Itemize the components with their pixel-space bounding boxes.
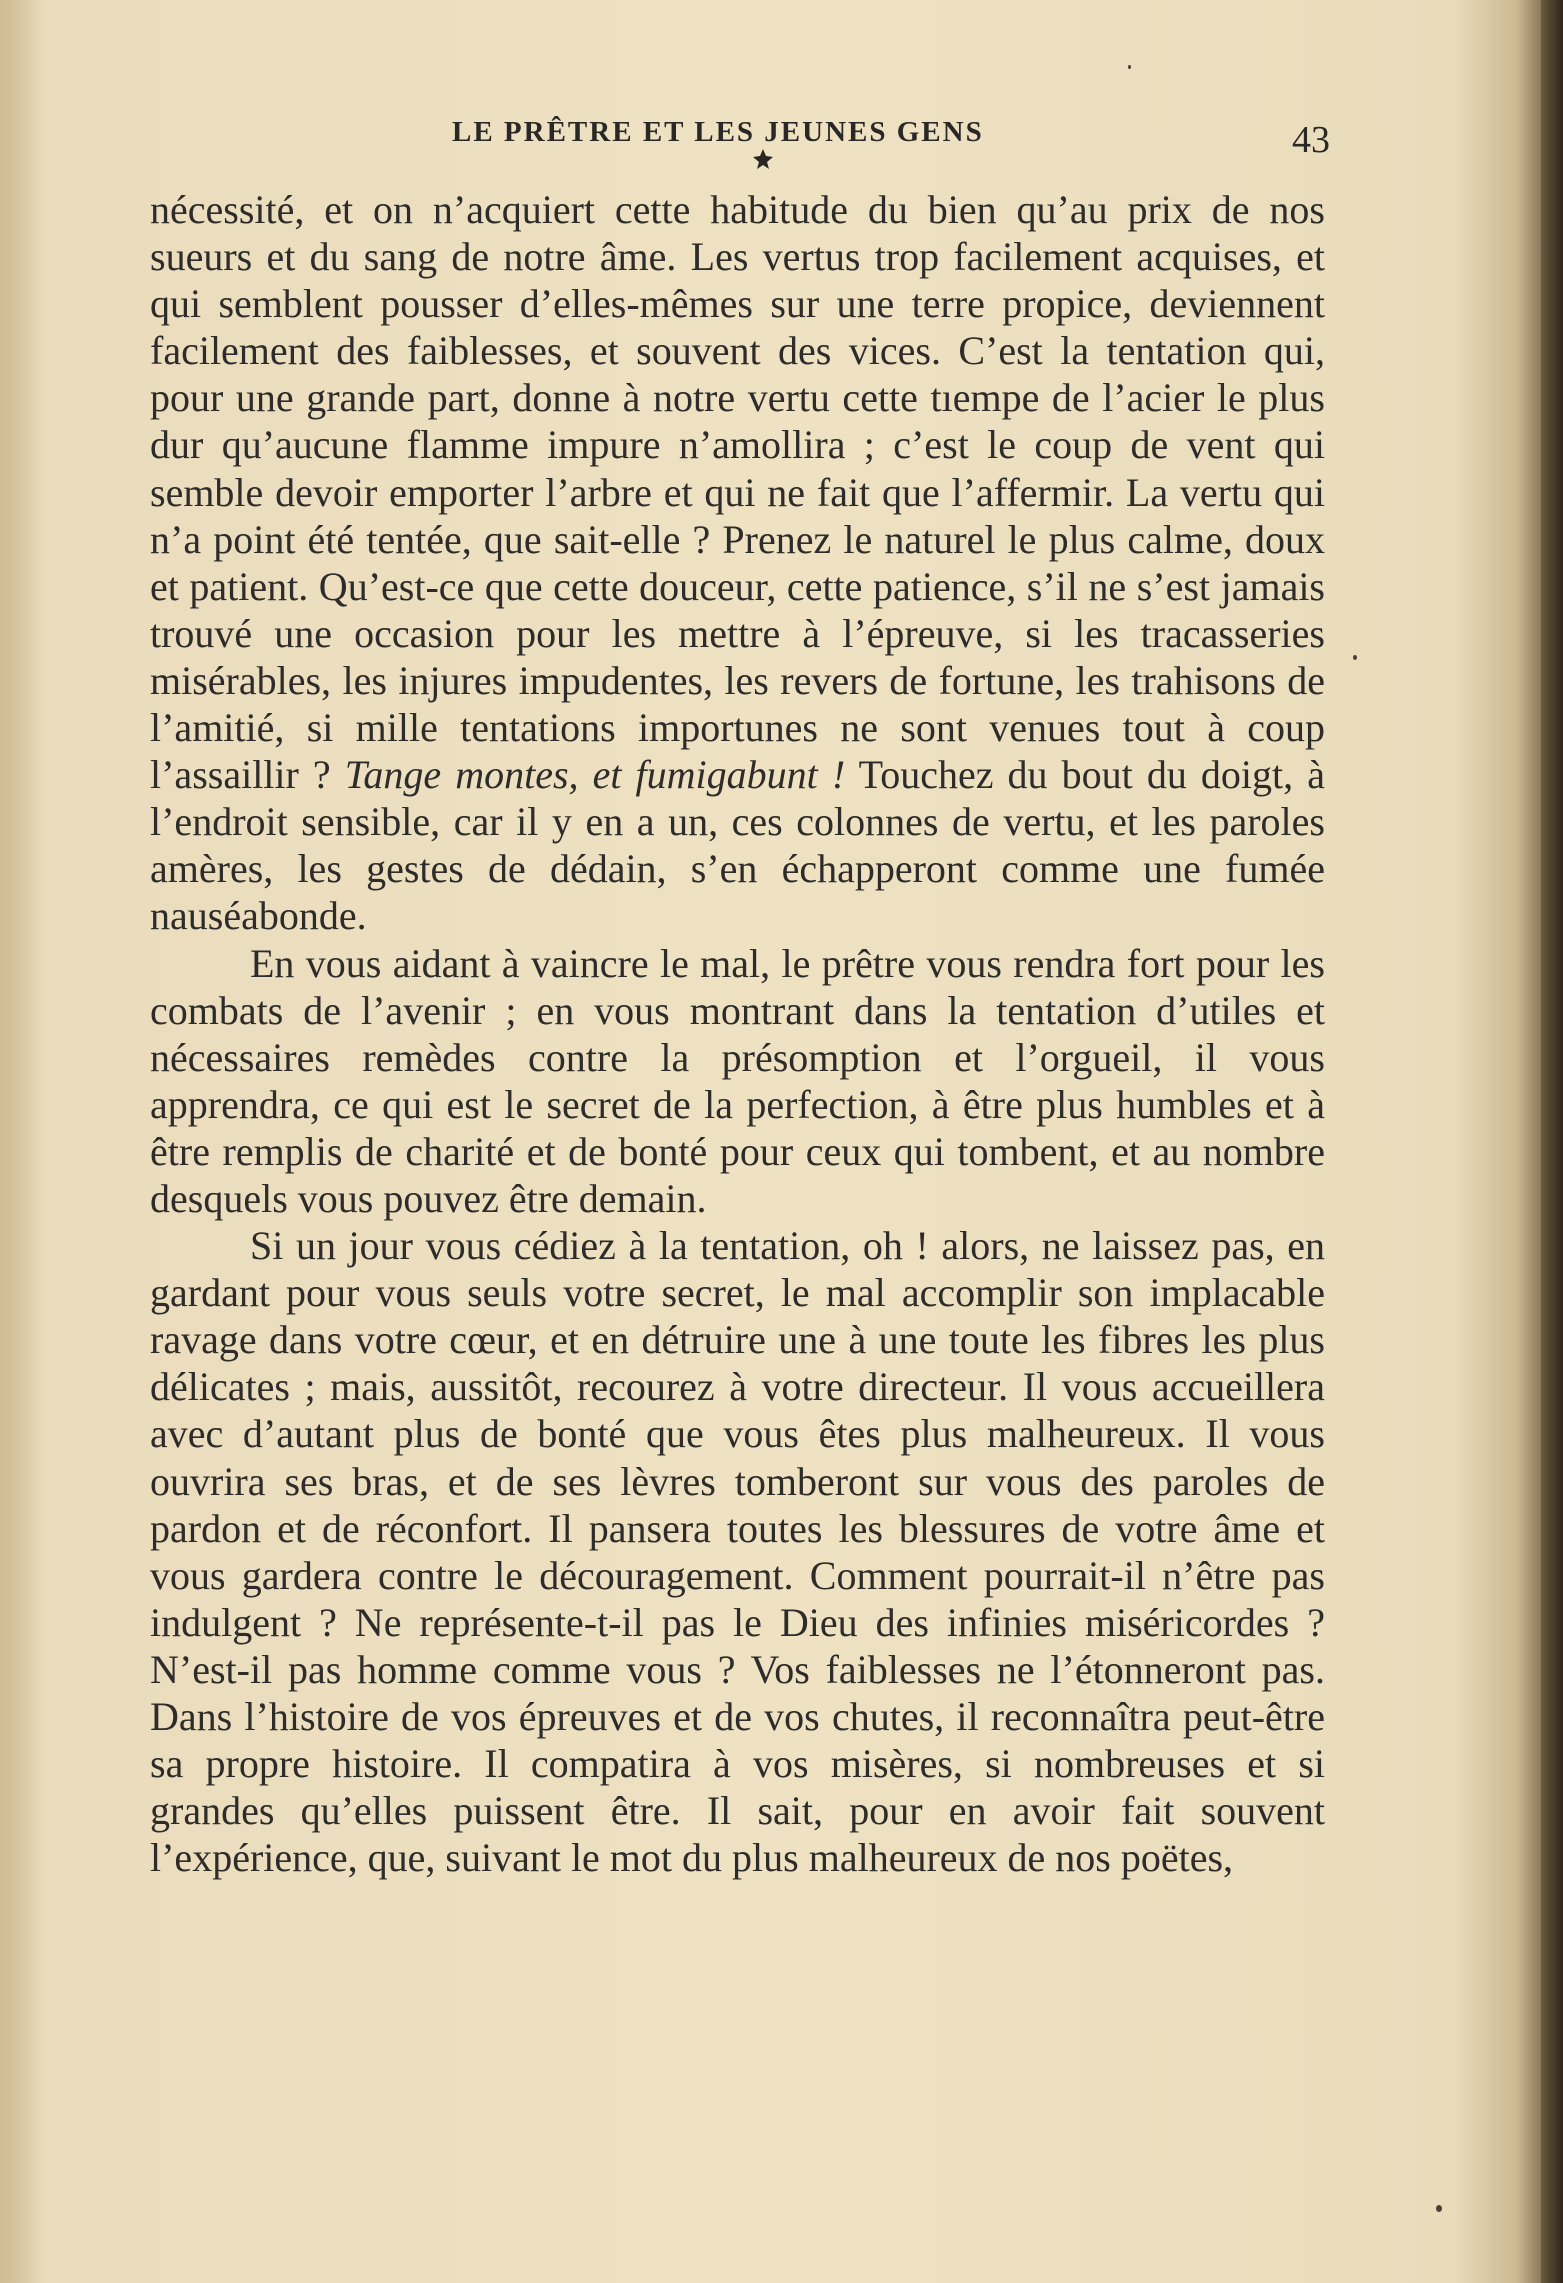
running-head: [150, 112, 1330, 162]
latin-quotation: Tange montes, et fumigabunt !: [344, 752, 846, 798]
paragraph-2: En vous aidant à vaincre le mal, le prêtre vous rendra fort pour les combats de l’avenir ; en vous montrant dans la tentation d’utiles et nécessaires remèdes contre la présomption et l’orgueil, il vous apprendra, ce qui est le secret de la perfection, à être plus humbles et à être remplis de charité et de bonté pour ceux qui tombent, et au nombre desquels vous pouvez être demain.: [150, 940, 1325, 1221]
binding-edge: [1541, 0, 1563, 2283]
paragraph-1-start: nécessité, et on n’acquiert cette habitude du bien qu’au prix de nos sueurs et du sang de notre âme. Les vertus trop facilement acquises, et qui semblent pousser d’elles-mêmes sur une terre propice, deviennent facilement des faiblesses, et souvent des vices. C’est la tentation qui, pour une grande part, donne à notre vertu cette tıempe de l’acier le plus dur qu’aucune flamme impure n’amollira ; c’est le coup de vent qui semble devoir emporter l’arbre et qui ne fait que l’affermir. La vertu qui n’a point été tentée, que sait-elle ? Prenez le naturel le plus calme, doux et patient. Qu’est-ce que cette douceur, cette patience, s’il ne s’est jamais trouvé une occasion pour les mettre à l’épreuve, si les tracasseries misérables, les injures impudentes, les revers de fortune, les trahisons de l’amitié, si mille tentations importunes ne sont venues tout à coup l’assaillir ?: [150, 187, 1325, 798]
paragraph-3: Si un jour vous cédiez à la tentation, oh ! alors, ne laissez pas, en gardant pour vous seuls votre secret, le mal accomplir son implacable ravage dans votre cœur, et en détruire une à une toute les fibres les plus délicates ; mais, aussitôt, recourez à votre directeur. Il vous accueillera avec d’autant plus de bonté que vous êtes plus malheureux. Il vous ouvrira ses bras, et de ses lèvres tomberont sur vous des paroles de pardon et de réconfort. Il pansera toutes les blessures de votre âme et vous gardera contre le découragement. Comment pourrait-il n’être pas indulgent ? Ne représente-t-il pas le Dieu des infinies miséricordes ? N’est-il pas homme comme vous ? Vos faiblesses ne l’étonneront pas. Dans l’histoire de vos épreuves et de vos chutes, il reconnaîtra peut-être sa propre histoire. Il compatira à vos misères, si nombreuses et si grandes qu’elles puissent être. Il sait, pour en avoir fait souvent l’expérience, que, suivant le mot du plus malheureux de nos poëtes,: [150, 1223, 1325, 1881]
page-left-shadow: [0, 0, 40, 2283]
paper-speck: [1436, 2205, 1442, 2212]
paper-speck: [1128, 65, 1131, 69]
ink-ornament-icon: [752, 148, 774, 170]
running-head-title: LE PRÊTRE ET LES JEUNES GENS: [452, 116, 984, 148]
body-text: [150, 186, 1325, 1881]
paragraph-1-end: Touchez du bout du doigt, à l’endroit sensible, car il y en a un, ces colonnes de vertu, et les paroles amères, les gestes de dédain, s’en échapperont comme une fumée nauséabonde.: [150, 752, 1326, 939]
page-number: 43: [1292, 119, 1330, 161]
paper-speck: [1353, 655, 1357, 660]
paragraph-1: [150, 186, 1325, 940]
